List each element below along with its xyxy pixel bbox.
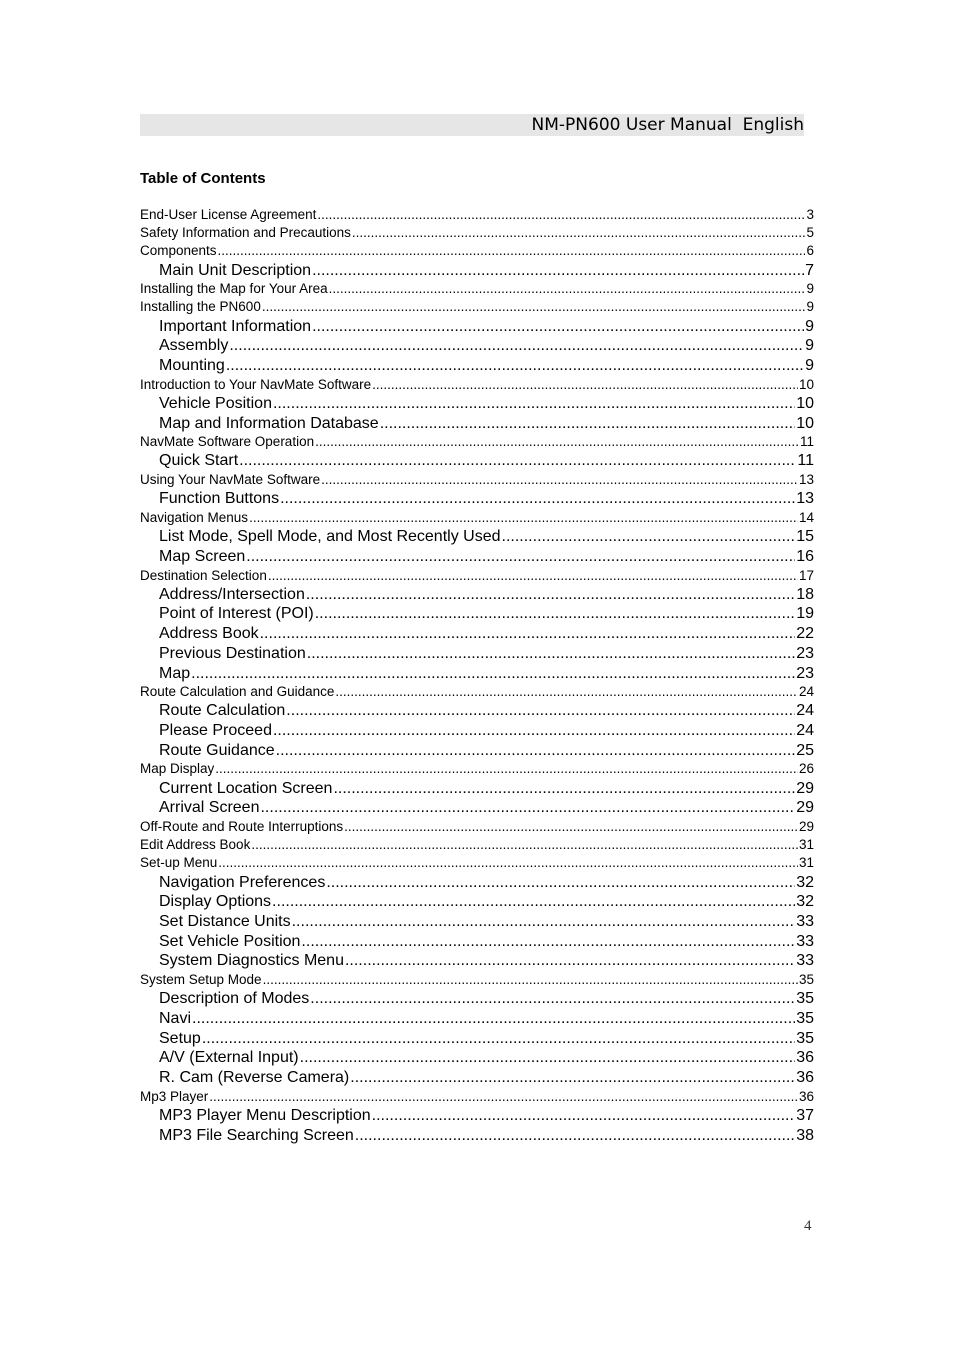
toc-dot-leader [192,1009,795,1029]
toc-dot-leader [307,644,795,664]
toc-entry-label: Installing the Map for Your Area [140,281,328,297]
toc-entry-page: 7 [805,261,814,279]
toc-entry [140,624,814,644]
table-of-contents [140,206,814,1145]
toc-entry-label: Navi [159,1009,192,1027]
toc-entry-label: Current Location Screen [159,779,333,797]
toc-entry-page: 26 [798,761,814,777]
toc-entry-label: NavMate Software Operation [140,434,315,450]
toc-dot-leader [226,356,804,376]
toc-entry-page: 29 [796,799,814,817]
toc-entry-label: Function Buttons [159,490,280,508]
toc-entry [140,261,814,281]
toc-entry-page: 32 [796,893,814,911]
toc-entry-page: 36 [796,1068,814,1086]
toc-dot-leader [372,376,798,394]
toc-entry [140,683,814,701]
toc-entry [140,547,814,567]
toc-entry-label: Assembly [159,337,229,355]
toc-entry-label: A/V (External Input) [159,1049,299,1067]
toc-entry-label: Introduction to Your NavMate Software [140,376,372,392]
toc-entry-page: 24 [798,684,814,700]
toc-entry-label: System Setup Mode [140,972,262,987]
toc-entry-label: Route Calculation [159,702,286,720]
toc-entry-label: Main Unit Description [159,261,312,279]
toc-entry [140,376,814,394]
toc-entry [140,798,814,818]
toc-entry [140,394,814,414]
toc-entry-page: 35 [798,972,814,987]
toc-dot-leader [301,932,795,952]
toc-dot-leader [306,585,795,605]
toc-entry [140,932,814,952]
toc-dot-leader [209,1088,798,1106]
toc-entry-page: 33 [796,932,814,950]
toc-dot-leader [246,547,795,567]
toc-dot-leader [355,1126,795,1146]
toc-entry [140,471,814,489]
toc-entry-label: Navigation Menus [140,510,249,525]
toc-entry [140,451,814,471]
toc-entry [140,1009,814,1029]
toc-entry-label: End-User License Agreement [140,207,317,222]
toc-dot-leader [273,721,795,741]
toc-entry-page: 10 [796,394,814,412]
toc-dot-leader [280,489,795,509]
toc-entry-page: 37 [796,1106,814,1124]
toc-entry [140,242,814,260]
header-title: NM-PN600 User Manual English [531,115,804,135]
toc-entry-page: 36 [796,1049,814,1067]
toc-dot-leader [218,854,798,872]
toc-entry-page: 13 [796,490,814,508]
toc-entry [140,489,814,509]
toc-dot-leader [315,604,795,624]
toc-dot-leader [326,873,795,893]
toc-entry [140,433,814,451]
toc-entry-label: Installing the PN600 [140,299,261,315]
toc-entry-label: Route Guidance [159,741,275,759]
toc-entry-label: Using Your NavMate Software [140,472,321,488]
toc-entry-page: 19 [796,605,814,623]
toc-dot-leader [321,471,798,489]
running-header [140,114,804,136]
toc-entry-page: 18 [796,585,814,603]
toc-dot-leader [312,317,804,337]
toc-entry [140,818,814,836]
toc-entry [140,206,814,224]
toc-entry [140,585,814,605]
toc-entry-label: Map and Information Database [159,414,379,432]
toc-entry-label: System Diagnostics Menu [159,952,344,970]
toc-dot-leader [260,798,795,818]
toc-entry-page: 29 [798,819,814,834]
toc-dot-leader [260,624,796,644]
toc-entry-page: 11 [797,452,814,470]
toc-dot-leader [502,527,796,547]
toc-entry-label: Description of Modes [159,990,310,1008]
toc-entry [140,760,814,778]
toc-entry-label: Display Options [159,893,272,911]
toc-entry-page: 3 [806,207,814,222]
toc-entry-label: Address Book [159,625,259,643]
toc-dot-leader [263,971,798,989]
toc-entry [140,971,814,989]
toc-dot-leader [317,206,805,224]
toc-entry-label: Arrival Screen [159,799,260,817]
toc-entry [140,741,814,761]
toc-entry-page: 38 [796,1126,814,1144]
toc-entry-label: R. Cam (Reverse Camera) [159,1068,350,1086]
toc-entry [140,604,814,624]
toc-entry-label: Set Vehicle Position [159,932,301,950]
toc-entry-page: 29 [796,779,814,797]
toc-entry-label: Map [159,664,191,682]
toc-entry-page: 25 [796,741,814,759]
toc-entry-page: 35 [796,1029,814,1047]
toc-entry [140,414,814,434]
toc-dot-leader [251,836,798,854]
toc-dot-leader [249,509,798,527]
toc-entry-label: Safety Information and Precautions [140,225,351,241]
toc-entry [140,527,814,547]
toc-dot-leader [335,683,798,701]
toc-entry [140,567,814,585]
toc-dot-leader [202,1029,795,1049]
toc-entry [140,644,814,664]
toc-entry-label: Previous Destination [159,644,306,662]
toc-entry-page: 24 [796,722,814,740]
toc-entry-page: 9 [806,299,814,315]
toc-entry [140,298,814,316]
toc-entry [140,1088,814,1106]
toc-dot-leader [292,912,796,932]
toc-dot-leader [329,280,806,298]
toc-dot-leader [344,818,798,836]
toc-entry-page: 22 [796,625,814,643]
toc-dot-leader [350,1068,795,1088]
toc-entry-label: MP3 File Searching Screen [159,1126,354,1144]
toc-dot-leader [312,261,804,281]
toc-entry-page: 31 [798,837,814,853]
toc-entry-page: 17 [798,567,814,583]
toc-entry-page: 33 [796,912,814,930]
toc-entry [140,721,814,741]
toc-entry-page: 9 [806,281,814,297]
toc-entry-label: Mounting [159,357,225,374]
toc-title: Table of Contents [140,170,266,187]
toc-entry-label: Address/Intersection [159,585,305,603]
toc-entry-label: Set Distance Units [159,912,291,930]
toc-entry-page: 13 [798,472,814,488]
toc-dot-leader [286,701,795,721]
toc-entry [140,317,814,337]
toc-dot-leader [273,394,795,414]
toc-entry-page: 9 [805,317,814,335]
toc-entry-page: 10 [798,376,814,392]
toc-entry-page: 15 [796,528,814,546]
toc-entry-page: 35 [796,1009,814,1027]
toc-entry-page: 16 [796,547,814,565]
toc-entry-label: Map Display [140,761,215,777]
toc-entry [140,989,814,1009]
toc-entry-label: Route Calculation and Guidance [140,684,335,700]
toc-entry [140,892,814,912]
toc-entry-label: Edit Address Book [140,837,251,853]
toc-entry-label: Destination Selection [140,567,267,583]
toc-dot-leader [239,451,796,471]
toc-entry [140,912,814,932]
toc-dot-leader [380,414,796,434]
page-number: 4 [804,1218,812,1234]
toc-entry-label: Map Screen [159,547,246,565]
toc-entry-page: 6 [806,243,814,259]
toc-entry-page: 33 [796,952,814,970]
toc-entry-label: Please Proceed [159,722,272,740]
toc-entry-label: Navigation Preferences [159,873,326,891]
toc-entry [140,836,814,854]
toc-entry [140,1029,814,1049]
toc-entry-label: Set-up Menu [140,855,218,871]
toc-dot-leader [272,892,795,912]
toc-entry-label: MP3 Player Menu Description [159,1106,371,1124]
toc-dot-leader [268,567,798,585]
toc-entry-label: List Mode, Spell Mode, and Most Recently Used [159,528,501,546]
toc-entry [140,1106,814,1126]
toc-entry-page: 10 [796,414,814,432]
toc-entry-label: Setup [159,1029,201,1047]
toc-entry-page: 11 [799,434,814,450]
toc-entry [140,1126,814,1146]
toc-dot-leader [310,989,795,1009]
toc-entry-page: 14 [798,510,814,525]
toc-entry [140,701,814,721]
toc-entry [140,951,814,971]
toc-dot-leader [333,779,795,799]
toc-entry-page: 31 [798,855,814,871]
toc-dot-leader [218,242,806,260]
toc-dot-leader [215,760,798,778]
toc-entry-page: 32 [796,873,814,891]
toc-entry [140,664,814,684]
toc-entry [140,854,814,872]
toc-dot-leader [229,336,804,356]
toc-entry-label: Mp3 Player [140,1088,209,1104]
toc-entry [140,509,814,527]
toc-dot-leader [262,298,806,316]
toc-entry-label: Quick Start [159,452,239,470]
toc-entry [140,873,814,893]
toc-dot-leader [300,1048,796,1068]
toc-entry-page: 23 [796,664,814,682]
toc-entry [140,336,814,356]
toc-entry [140,356,814,376]
toc-dot-leader [372,1106,796,1126]
toc-dot-leader [352,224,806,242]
toc-dot-leader [315,433,799,451]
toc-entry [140,224,814,242]
toc-entry-page: 9 [805,337,814,355]
toc-entry-page: 23 [796,644,814,662]
toc-dot-leader [191,664,795,684]
toc-entry-label: Important Information [159,317,312,335]
toc-entry-page: 9 [805,357,814,374]
toc-entry-label: Point of Interest (POI) [159,605,314,623]
toc-entry-page: 36 [798,1088,814,1104]
toc-entry-page: 24 [796,702,814,720]
toc-entry-label: Components [140,243,217,259]
toc-entry [140,280,814,298]
toc-entry [140,1068,814,1088]
toc-entry-label: Off-Route and Route Interruptions [140,819,344,834]
toc-entry-label: Vehicle Position [159,394,272,412]
toc-entry-page: 5 [806,225,814,241]
toc-entry-page: 35 [796,990,814,1008]
toc-dot-leader [276,741,796,761]
toc-entry [140,1048,814,1068]
toc-dot-leader [345,951,795,971]
toc-entry [140,779,814,799]
